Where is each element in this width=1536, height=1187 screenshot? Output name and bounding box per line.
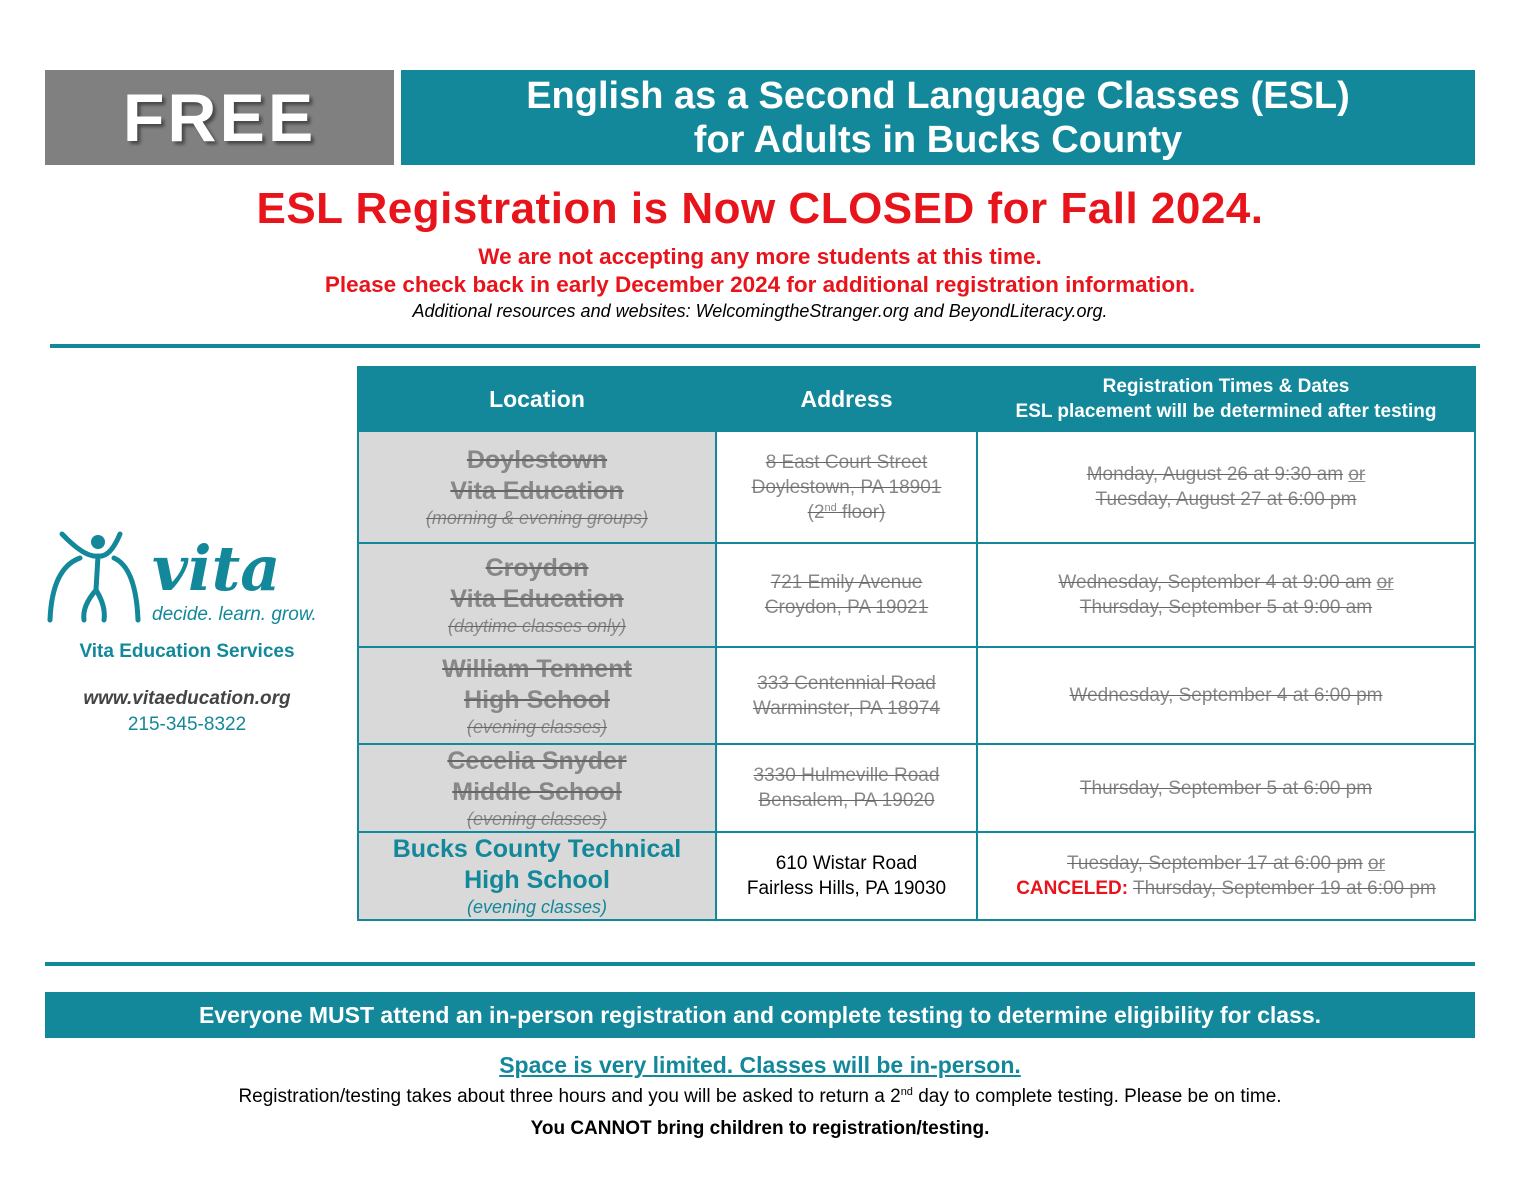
header-address: Address	[716, 367, 977, 431]
times-cell	[977, 832, 1475, 920]
must-attend-text: Everyone MUST attend an in-person registration and complete testing to determine eligibility for class.	[198, 1001, 1322, 1028]
location-name: Croydon	[485, 554, 589, 582]
check-back-line: Please check back in early December 2024 for additional registration information.	[324, 272, 1196, 297]
must-attend-banner	[45, 992, 1475, 1038]
logo-wordmark: vita	[152, 532, 281, 605]
address-line: 3330 Hulmeville Road	[753, 765, 940, 786]
location-name: High School	[464, 866, 610, 894]
location-cell	[358, 647, 716, 744]
times-cell	[977, 647, 1475, 744]
time-line: Thursday, September 5 at 6:00 pm	[1079, 777, 1373, 799]
location-note: (daytime classes only)	[447, 616, 627, 636]
address-cell	[716, 431, 977, 543]
address-line	[717, 500, 976, 525]
floor-sup: nd	[824, 501, 837, 514]
registration-schedule-table	[357, 366, 1476, 921]
time-text: Wednesday, September 4 at 9:00 am	[1058, 572, 1372, 593]
times-cell	[977, 431, 1475, 543]
space-limited-line: Space is very limited. Classes will be in-person.	[499, 1052, 1021, 1078]
time-text: Monday, August 26 at 9:30 am	[1086, 464, 1344, 485]
time-line: Wednesday, September 4 at 6:00 pm	[1069, 685, 1383, 706]
address-line: 8 East Court Street	[765, 451, 928, 473]
bottom-divider	[45, 962, 1475, 966]
location-name: Bucks County Technical	[392, 835, 682, 863]
location-cell	[358, 543, 716, 647]
testing-text: Registration/testing takes about three hours and you will be asked to return a 2	[238, 1086, 901, 1107]
or-text: or	[1348, 464, 1366, 485]
address-line: 610 Wistar Road	[775, 853, 918, 874]
location-note: (evening classes)	[466, 897, 608, 917]
address-cell	[716, 543, 977, 647]
address-line: Bensalem, PA 19020	[758, 790, 935, 811]
free-label: FREE	[122, 79, 317, 156]
not-accepting-line: We are not accepting any more students at this time.	[478, 244, 1042, 269]
org-name: Vita Education Services	[79, 641, 295, 662]
table-row	[358, 431, 1475, 543]
table-row	[358, 832, 1475, 920]
floor-text: floor)	[836, 501, 886, 523]
registration-closed-heading: ESL Registration is Now CLOSED for Fall 2024.	[256, 184, 1264, 233]
location-note: (morning & evening groups)	[425, 508, 649, 528]
address-line: Doylestown, PA 18901	[751, 476, 942, 498]
time-line: Thursday, September 5 at 9:00 am	[1079, 597, 1373, 618]
header-times-line-2: ESL placement will be determined after testing	[1015, 401, 1437, 422]
person-figure-icon	[50, 534, 138, 620]
time-text: Thursday, September 19 at 6:00 pm	[1133, 878, 1436, 899]
address-line: Warminster, PA 18974	[753, 697, 940, 719]
vita-logo	[40, 528, 334, 634]
location-cell	[358, 832, 716, 920]
title-banner	[401, 70, 1475, 165]
free-banner	[45, 70, 394, 165]
address-cell	[716, 832, 977, 920]
header-times	[977, 367, 1475, 431]
title-line-2: for Adults in Bucks County	[693, 118, 1183, 161]
location-cell	[358, 744, 716, 832]
testing-text: day to complete testing. Please be on time.	[912, 1086, 1282, 1107]
location-name: William Tennent	[442, 654, 632, 683]
location-cell	[358, 431, 716, 543]
location-name: Cecelia Snyder	[447, 747, 627, 775]
location-note: (evening classes)	[466, 809, 608, 829]
or-text: or	[1376, 572, 1394, 593]
table-row	[358, 744, 1475, 832]
location-name: Middle School	[452, 778, 622, 806]
floor-text: (2	[807, 501, 825, 523]
org-phone: 215-345-8322	[127, 714, 247, 735]
location-name: Doylestown	[466, 446, 608, 474]
table-row	[358, 543, 1475, 647]
or-text: or	[1368, 853, 1385, 874]
times-cell	[977, 744, 1475, 832]
address-cell	[716, 744, 977, 832]
table-row	[358, 647, 1475, 744]
address-cell	[716, 647, 977, 744]
table-header-row	[358, 367, 1475, 431]
title-line-1: English as a Second Language Classes (ESL)	[526, 74, 1350, 117]
address-line: Fairless Hills, PA 19030	[746, 878, 947, 899]
time-line: Tuesday, August 27 at 6:00 pm	[1095, 489, 1357, 510]
logo-tagline: decide. learn. grow.	[152, 604, 317, 625]
resources-line: Additional resources and websites: WelcomingtheStranger.org and BeyondLiteracy.org.	[412, 301, 1108, 321]
no-children-line: You CANNOT bring children to registration/testing.	[530, 1118, 990, 1139]
location-name: High School	[464, 685, 610, 714]
org-website-link[interactable]: www.vitaeducation.org	[83, 688, 291, 709]
times-cell	[977, 543, 1475, 647]
time-line	[978, 462, 1474, 487]
address-line: Croydon, PA 19021	[764, 597, 929, 618]
testing-duration-line	[0, 1086, 1520, 1108]
address-line: 333 Centennial Road	[757, 672, 936, 694]
time-line	[978, 876, 1474, 901]
testing-sup: nd	[900, 1086, 913, 1098]
address-line: 721 Emily Avenue	[770, 572, 923, 593]
time-text: Tuesday, September 17 at 6:00 pm	[1067, 853, 1363, 874]
canceled-label: CANCELED:	[1016, 878, 1129, 899]
top-divider	[50, 344, 1480, 348]
header-times-line-1: Registration Times & Dates	[1102, 376, 1350, 397]
location-name: Vita Education	[450, 477, 624, 505]
location-note: (evening classes)	[466, 716, 608, 737]
time-line	[978, 851, 1474, 876]
header-location: Location	[358, 367, 716, 431]
time-line	[978, 570, 1474, 595]
location-name: Vita Education	[450, 585, 624, 613]
